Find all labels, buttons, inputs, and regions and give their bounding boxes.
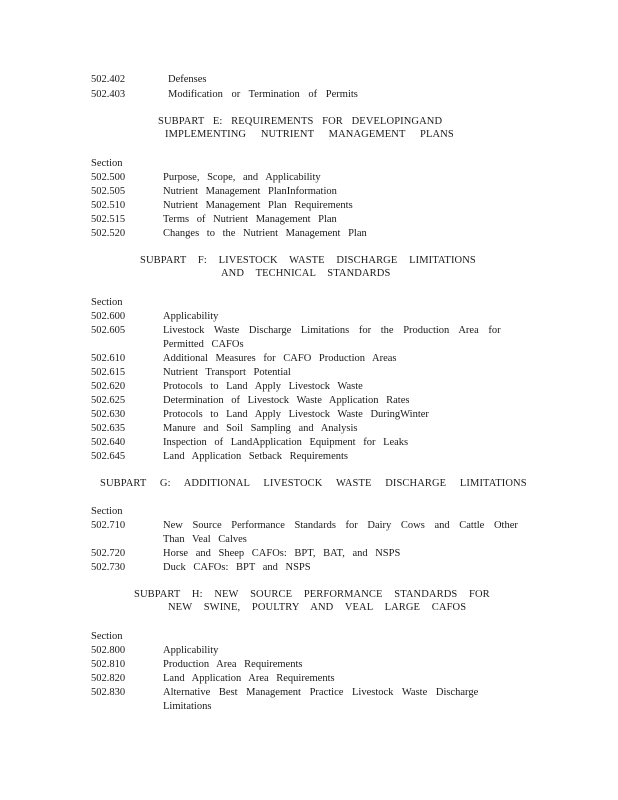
section-title-continuation: Than Veal Calves	[163, 534, 247, 545]
section-title: Terms of Nutrient Management Plan	[163, 214, 337, 225]
section-number: 502.645	[91, 451, 126, 462]
section-number: 502.635	[91, 423, 126, 434]
section-label: Section	[91, 631, 123, 642]
section-title-continuation: Permitted CAFOs	[163, 339, 244, 350]
section-number: 502.402	[91, 74, 126, 85]
section-title: Alternative Best Management Practice Livestock Waste Discharge	[163, 687, 479, 698]
section-title: Livestock Waste Discharge Limitations for the Production Area for	[163, 325, 501, 336]
section-label: Section	[91, 297, 123, 308]
section-title-continuation: Limitations	[163, 701, 212, 712]
section-number: 502.510	[91, 200, 126, 211]
section-title: Nutrient Transport Potential	[163, 367, 291, 378]
section-number: 502.615	[91, 367, 126, 378]
section-number: 502.605	[91, 325, 126, 336]
section-title: Protocols to Land Apply Livestock Waste	[163, 381, 363, 392]
section-title: Defenses	[168, 74, 207, 85]
section-title: Applicability	[163, 645, 219, 656]
section-title: Production Area Requirements	[163, 659, 303, 670]
section-title: Protocols to Land Apply Livestock Waste DuringWinter	[163, 409, 429, 420]
section-title: Nutrient Management Plan Requirements	[163, 200, 353, 211]
section-number: 502.720	[91, 548, 126, 559]
section-title: Changes to the Nutrient Management Plan	[163, 228, 367, 239]
subpart-heading-line: SUBPART G: ADDITIONAL LIVESTOCK WASTE DISCHARGE LIMITATIONS	[100, 478, 527, 489]
subpart-heading-line: NEW SWINE, POULTRY AND VEAL LARGE CAFOS	[168, 602, 467, 613]
section-number: 502.403	[91, 89, 126, 100]
subpart-heading-line: SUBPART E: REQUIREMENTS FOR DEVELOPINGAND	[158, 116, 443, 127]
section-label: Section	[91, 506, 123, 517]
section-title: New Source Performance Standards for Dairy Cows and Cattle Other	[163, 520, 518, 531]
section-title: Inspection of LandApplication Equipment for Leaks	[163, 437, 409, 448]
section-number: 502.730	[91, 562, 126, 573]
section-number: 502.820	[91, 673, 126, 684]
section-label: Section	[91, 158, 123, 169]
section-number: 502.500	[91, 172, 126, 183]
section-title: Determination of Livestock Waste Application Rates	[163, 395, 410, 406]
section-number: 502.505	[91, 186, 126, 197]
section-title: Duck CAFOs: BPT and NSPS	[163, 562, 311, 573]
section-title: Land Application Area Requirements	[163, 673, 335, 684]
section-number: 502.710	[91, 520, 126, 531]
section-title: Land Application Setback Requirements	[163, 451, 348, 462]
subpart-heading-line: IMPLEMENTING NUTRIENT MANAGEMENT PLANS	[165, 129, 454, 140]
section-number: 502.640	[91, 437, 126, 448]
subpart-heading-line: AND TECHNICAL STANDARDS	[221, 268, 391, 279]
section-number: 502.600	[91, 311, 126, 322]
section-title: Horse and Sheep CAFOs: BPT, BAT, and NSPS	[163, 548, 401, 559]
section-number: 502.520	[91, 228, 126, 239]
subpart-heading-line: SUBPART H: NEW SOURCE PERFORMANCE STANDARDS FOR	[134, 589, 490, 600]
section-title: Additional Measures for CAFO Production Areas	[163, 353, 397, 364]
subpart-heading-line: SUBPART F: LIVESTOCK WASTE DISCHARGE LIMITATIONS	[140, 255, 476, 266]
section-number: 502.630	[91, 409, 126, 420]
section-number: 502.625	[91, 395, 126, 406]
section-number: 502.810	[91, 659, 126, 670]
section-number: 502.830	[91, 687, 126, 698]
section-title: Modification or Termination of Permits	[168, 89, 358, 100]
section-number: 502.515	[91, 214, 126, 225]
section-number: 502.620	[91, 381, 126, 392]
section-number: 502.610	[91, 353, 126, 364]
section-title: Purpose, Scope, and Applicability	[163, 172, 321, 183]
section-number: 502.800	[91, 645, 126, 656]
section-title: Manure and Soil Sampling and Analysis	[163, 423, 358, 434]
section-title: Nutrient Management PlanInformation	[163, 186, 337, 197]
section-title: Applicability	[163, 311, 219, 322]
